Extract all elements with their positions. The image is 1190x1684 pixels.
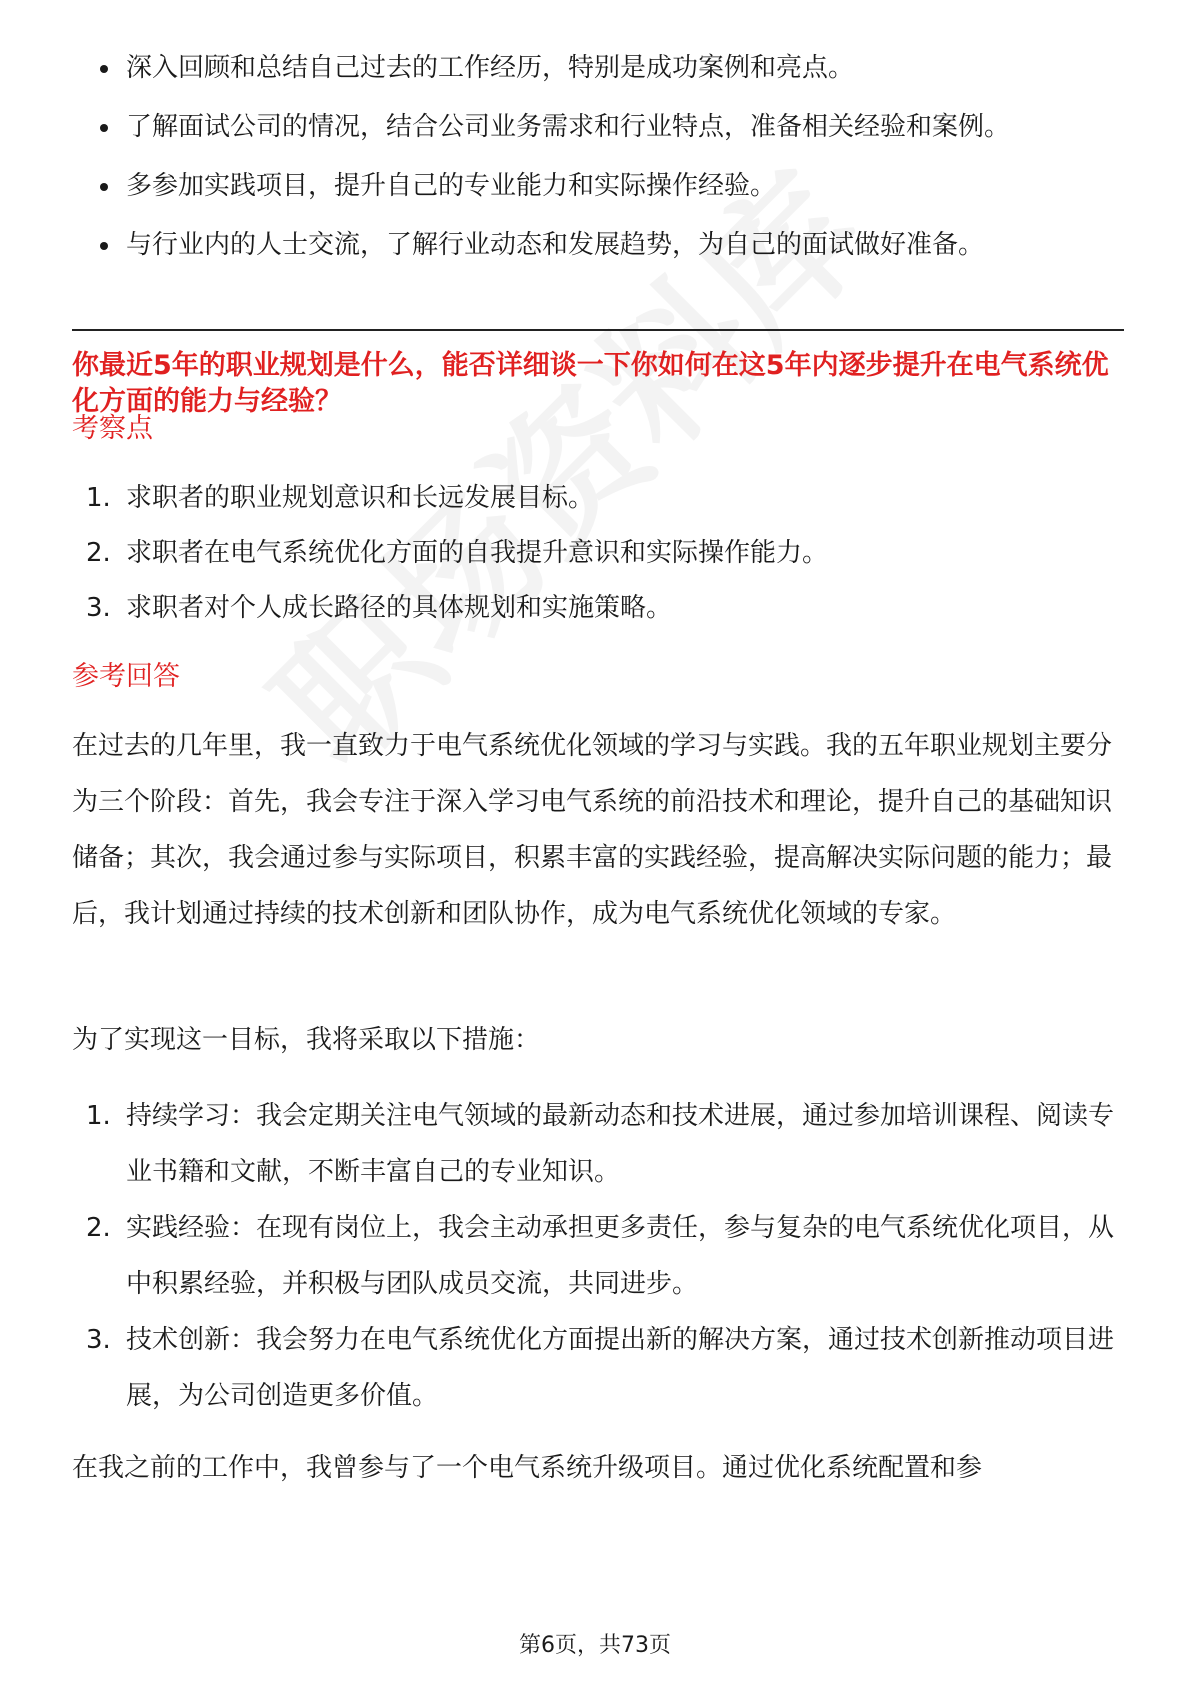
item-number: 3. (86, 1325, 111, 1355)
list-item-text: 与行业内的人士交流，了解行业动态和发展趋势，为自己的面试做好准备。 (126, 230, 985, 260)
list-item (72, 482, 1127, 515)
question-heading: 你最近5年的职业规划是什么，能否详细谈一下你如何在这5年内逐步提升在电气系统优化方面的能力与经验？ (72, 350, 1109, 417)
list-item (72, 537, 1127, 570)
list-item-text: 求职者在电气系统优化方面的自我提升意识和实际操作能力。 (126, 538, 829, 568)
bullet-icon (100, 124, 108, 132)
bullet-icon (100, 242, 108, 250)
list-item (72, 1312, 1127, 1424)
answer-paragraph-1: 在过去的几年里，我一直致力于电气系统优化领域的学习与实践。我的五年职业规划主要分为三个阶段：首先，我会专注于深入学习电气系统的前沿技术和理论，提升自己的基础知识储备；其次，我会通过参与实际项目，积累丰富的实践经验，提高解决实际问题的能力；最后，我计划通过持续的技术创新和团队协作，成为电气系统优化领域的专家。 (72, 731, 1113, 929)
answer-title: 参考回答 (72, 661, 180, 692)
list-item-text: 实践经验：在现有岗位上，我会主动承担更多责任，参与复杂的电气系统优化项目，从中积累经验，并积极与团队成员交流，共同进步。 (126, 1213, 1115, 1299)
bullet-icon (100, 65, 108, 73)
top-bullet-list (72, 52, 1122, 288)
item-number: 2. (86, 1213, 111, 1243)
list-item (72, 1200, 1127, 1312)
answer-paragraph-3: 在我之前的工作中，我曾参与了一个电气系统升级项目。通过优化系统配置和参 (72, 1453, 983, 1483)
page-number: 第6页，共73页 (519, 1633, 671, 1658)
answer-paragraph-2: 为了实现这一目标，我将采取以下措施： (72, 1025, 541, 1055)
item-number: 3. (86, 593, 111, 623)
bullet-icon (100, 183, 108, 191)
list-item-text: 多参加实践项目，提升自己的专业能力和实际操作经验。 (126, 171, 777, 201)
list-item (72, 52, 1122, 85)
list-item (72, 592, 1127, 625)
exam-points-title: 考察点 (72, 413, 153, 444)
list-item (72, 170, 1122, 203)
list-item-text: 求职者对个人成长路径的具体规划和实施策略。 (126, 593, 673, 623)
item-number: 1. (86, 483, 111, 513)
list-item-text: 深入回顾和总结自己过去的工作经历，特别是成功案例和亮点。 (126, 53, 855, 83)
item-number: 2. (86, 538, 111, 568)
measures-list (72, 1088, 1127, 1424)
section-divider (72, 329, 1124, 331)
list-item (72, 1088, 1127, 1200)
list-item (72, 229, 1122, 262)
list-item-text: 求职者的职业规划意识和长远发展目标。 (126, 483, 595, 513)
item-number: 1. (86, 1101, 111, 1131)
list-item-text: 了解面试公司的情况，结合公司业务需求和行业特点，准备相关经验和案例。 (126, 112, 1011, 142)
list-item-text: 持续学习：我会定期关注电气领域的最新动态和技术进展，通过参加培训课程、阅读专业书籍和文献，不断丰富自己的专业知识。 (126, 1101, 1115, 1187)
exam-points-list (72, 482, 1127, 625)
list-item (72, 111, 1122, 144)
list-item-text: 技术创新：我会努力在电气系统优化方面提出新的解决方案，通过技术创新推动项目进展，为公司创造更多价值。 (126, 1325, 1115, 1411)
